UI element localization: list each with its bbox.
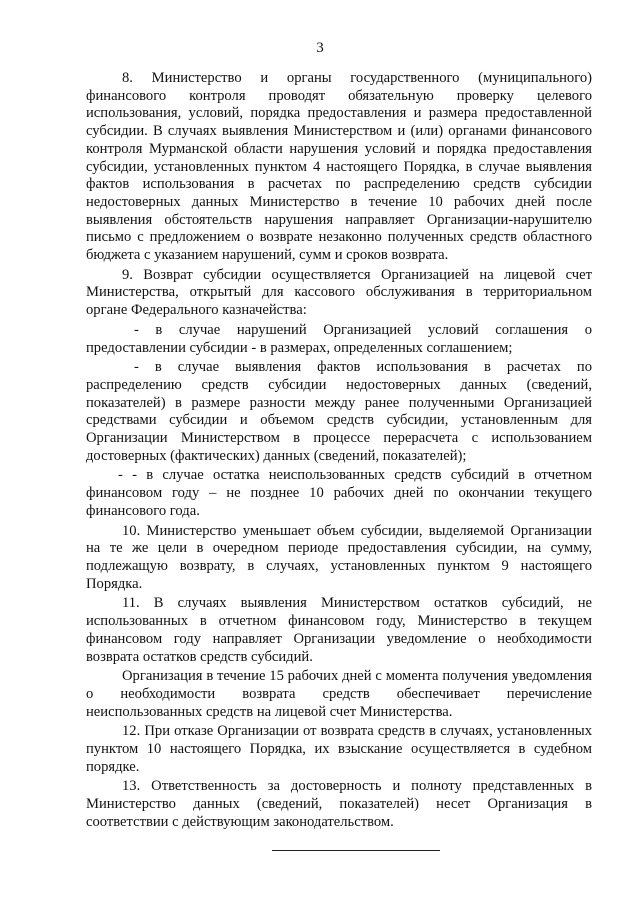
paragraph-11-continuation: Организация в течение 15 рабочих дней с момента получения уведомления о необходимости возврата средств обеспечивает перечисление неиспользованных средств на лицевой счет Министерства. (86, 668, 592, 720)
document-body (86, 70, 592, 834)
paragraph-10: 10. Министерство уменьшает объем субсидии, выделяемой Организации на те же цели в очередном периоде предоставления субсидии, на сумму, подлежащую возврату, в случаях, установленных пунктом 9 настоящего Порядка. (86, 522, 592, 592)
page-number: 3 (316, 40, 324, 56)
paragraph-12: 12. При отказе Организации от возврата средств в случаях, установленных пунктом 10 настоящего Порядка, их взыскание осуществляется в судебном порядке. (86, 723, 592, 775)
list-item-unreliable-data: - в случае выявления фактов использования в расчетах по распределению средств субсидии недостоверных данных (сведений, показателей) в размере разности между ранее полученными Организацией средствами субсидии и объемом средств субсидии, установленным для Организации Министерством в процессе перерасчета с использованием достоверных (фактических) данных (сведений, показателей); (86, 359, 592, 464)
paragraph-9: 9. Возврат субсидии осуществляется Организацией на лицевой счет Министерства, открытый для кассового обслуживания в территориальном органе Федерального казначейства: (86, 266, 592, 319)
paragraph-13: 13. Ответственность за достоверность и полноту представленных в Министерство данных (сведений, показателей) несет Организация в соответствии с действующим законодательством. (86, 778, 592, 830)
end-divider-line (272, 850, 440, 851)
paragraph-11: 11. В случаях выявления Министерством остатков субсидий, не использованных в отчетном финансовом году, Министерство в текущем финансовом году направляет Организации уведомление о необходимости возврата остатков средств субсидий. (86, 595, 592, 665)
paragraph-8: 8. Министерство и органы государственного (муниципального) финансового контроля проводят обязательную проверку целевого использования, условий, порядка предоставления и размера предоставленной субсидии. В случаях выявления Министерством и (или) органами финансового контроля Мурманской области нарушения условий и порядка предоставления субсидии, установленных пунктом 4 настоящего Порядка, в случае выявления фактов использования в расчетах по распределению средств субсидии недостоверных данных Министерство в течение 10 рабочих дней после выявления обстоятельств нарушения направляет Организации-нарушителю письмо с предложением о возврате незаконно полученных средств областного бюджета с указанием нарушений, сумм и сроков возврата. (86, 70, 592, 264)
list-item-agreement-violation: - в случае нарушений Организацией условий соглашения о предоставлении субсидии - в размерах, определенных соглашением; (86, 321, 592, 356)
list-item-unused-balance: - - в случае остатка неиспользованных средств субсидий в отчетном финансовом году – не позднее 10 рабочих дней по окончании текущего финансового года. (86, 467, 592, 519)
